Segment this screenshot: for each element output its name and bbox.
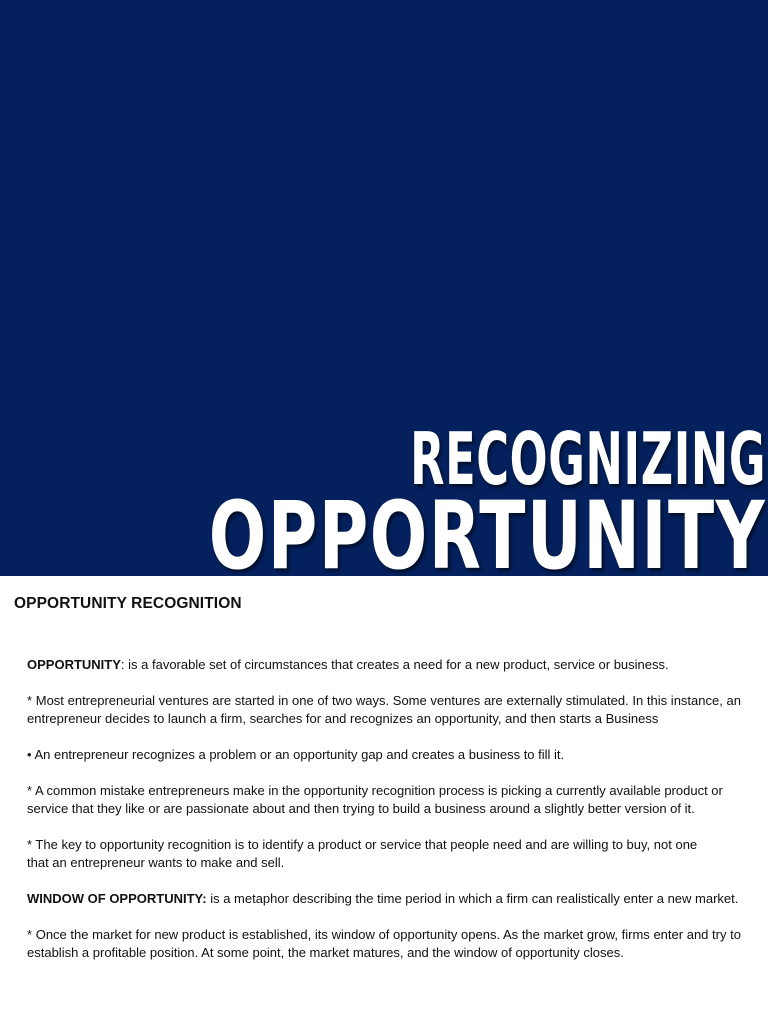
section-heading: OPPORTUNITY RECOGNITION (14, 595, 242, 612)
banner-title-line-2: OPPORTUNITY (208, 482, 766, 576)
paragraph-ventures: * Most entrepreneurial ventures are started in one of two ways. Some ventures are externally stimulated. In this instance, an entrepreneur decides to launch a firm, searches for and recognizes an opportunity, and then starts a Business (27, 693, 741, 726)
key-recognition-line-1: * The key to opportunity recognition is to identify a product or service that people need and are willing to buy, not one (27, 837, 698, 852)
paragraph-opportunity-definition (27, 656, 741, 674)
paragraph-common-mistake: * A common mistake entrepreneurs make in the opportunity recognition process is picking a currently available product or service that they like or are passionate about and then trying to build a business around a slightly better version of it. (27, 783, 723, 816)
term-opportunity: OPPORTUNITY (27, 657, 121, 672)
body-text (27, 656, 741, 980)
term-window-of-opportunity: WINDOW OF OPPORTUNITY: (27, 891, 207, 906)
definition-window-of-opportunity: is a metaphor describing the time period in which a firm can realistically enter a new market. (206, 891, 739, 906)
banner-title-line-1: RECOGNIZING (410, 417, 766, 501)
paragraph-window-definition (27, 890, 741, 908)
paragraph-key-recognition (27, 836, 741, 872)
definition-opportunity: : is a favorable set of circumstances that creates a need for a new product, service or business. (120, 657, 669, 672)
paragraph-bullet-problem: • An entrepreneur recognizes a problem or an opportunity gap and creates a business to fill it. (27, 747, 565, 762)
paragraph-market-window: * Once the market for new product is established, its window of opportunity opens. As the market grow, firms enter and try to establish a profitable position. At some point, the market matures, and the window of opportunity closes. (27, 927, 741, 960)
document-body (0, 576, 768, 1024)
key-recognition-line-2: that an entrepreneur wants to make and sell. (27, 855, 285, 870)
